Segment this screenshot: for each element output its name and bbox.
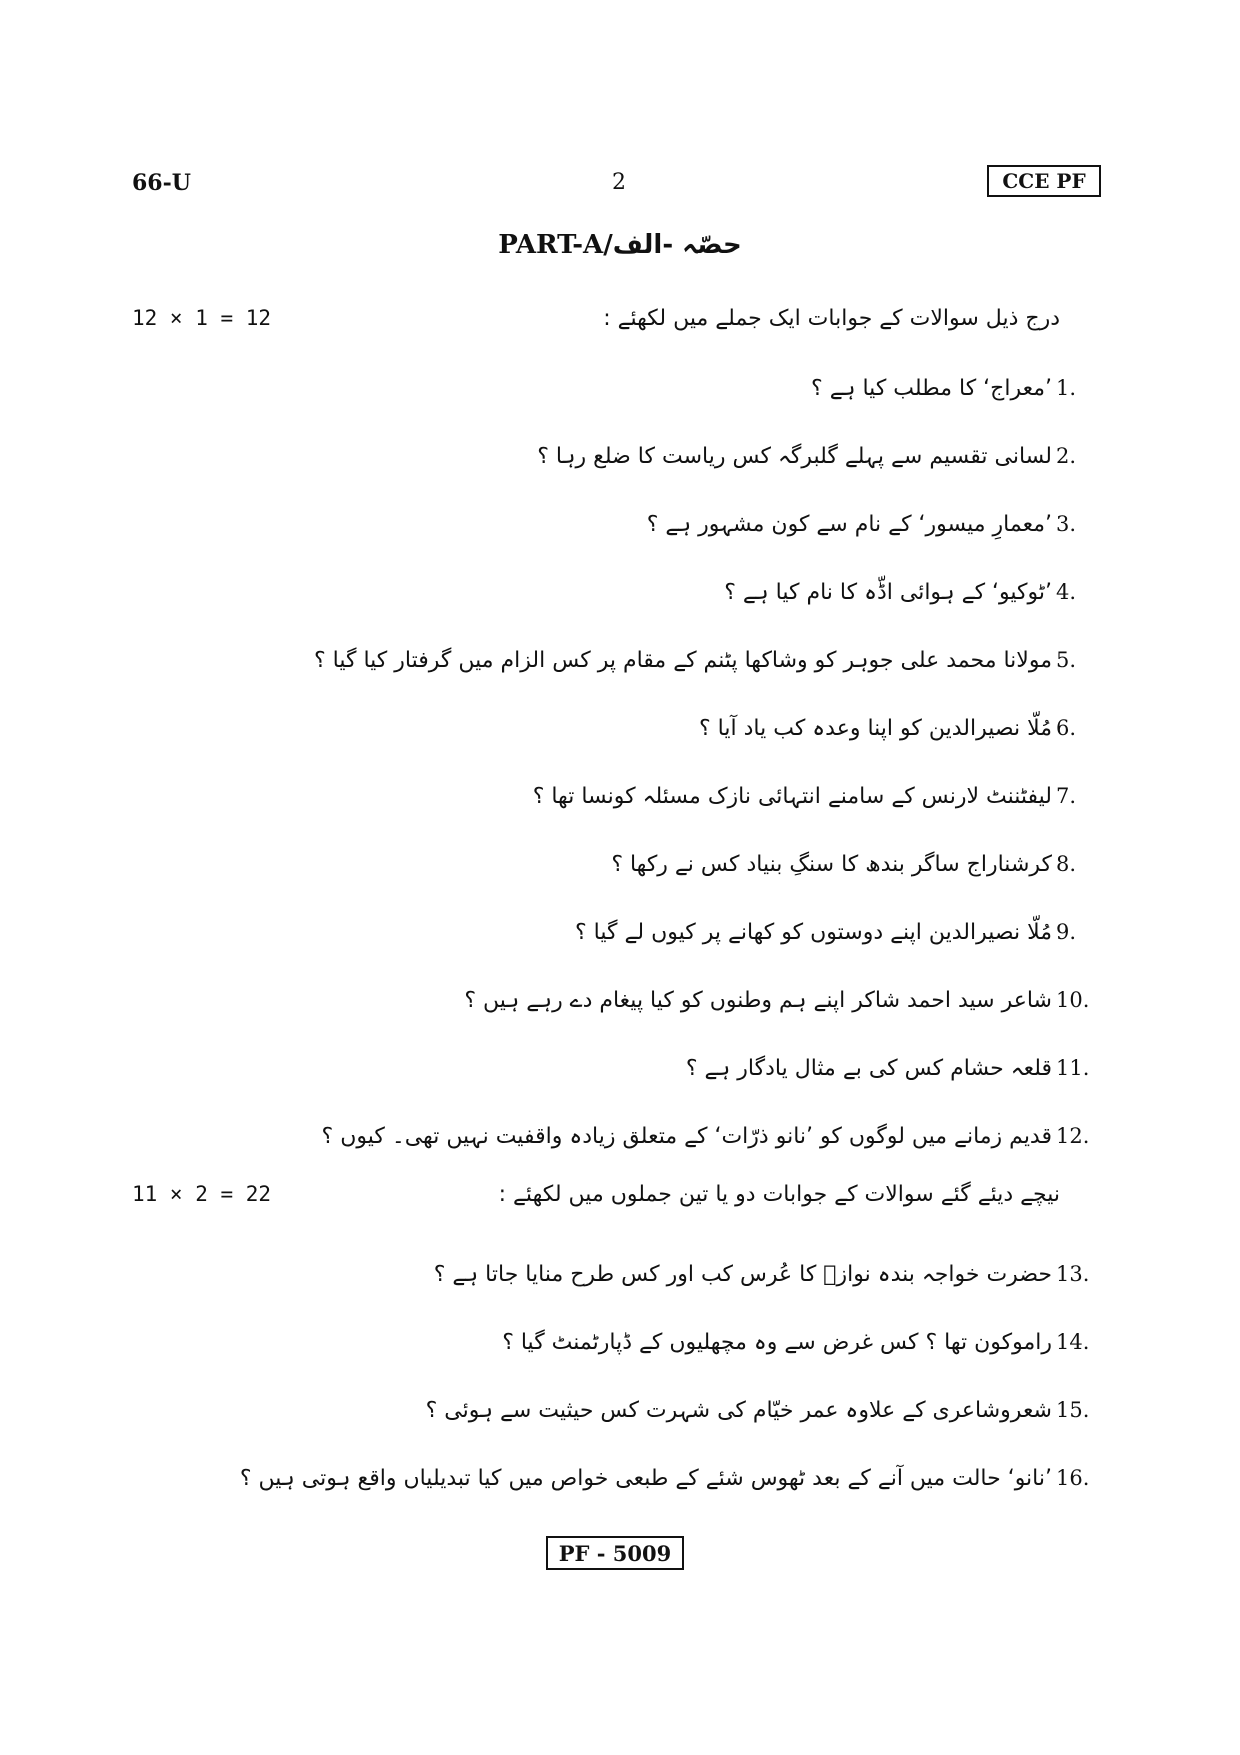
question-number: 6. [1056, 716, 1077, 740]
paper-code: 66-U [132, 170, 191, 196]
question-10 [464, 980, 1104, 1020]
question-number: 1. [1056, 376, 1077, 400]
question-text: قدیم زمانے میں لوگوں کو ’نانو ذرّات‘ کے متعلق زیادہ واقفیت نہیں تھی۔ کیوں ؟ [321, 1123, 1052, 1149]
question-text: شاعر سید احمد شاکر اپنے ہم وطنوں کو کیا پیغام دے رہے ہیں ؟ [464, 987, 1052, 1013]
question-text: مولانا محمد علی جوہر کو وشاکھا پٹنم کے مقام پر کس الزام میں گرفتار کیا گیا ؟ [313, 647, 1052, 673]
question-number: 3. [1056, 512, 1077, 536]
question-6 [699, 708, 1104, 748]
question-text: ’ٹوکیو‘ کے ہوائی اڈّہ کا نام کیا ہے ؟ [724, 579, 1052, 605]
question-number: 11. [1056, 1056, 1090, 1080]
question-number: 14. [1056, 1330, 1090, 1354]
question-14 [502, 1322, 1104, 1362]
question-11 [686, 1048, 1104, 1088]
cce-pf-box: CCE PF [987, 165, 1101, 197]
question-text: حضرت خواجہ بندہ نوازؒ کا عُرس کب اور کس طرح منایا جاتا ہے ؟ [433, 1261, 1052, 1287]
question-text: ’معمارِ میسور‘ کے نام سے کون مشہور ہے ؟ [646, 511, 1052, 537]
question-number: 8. [1056, 852, 1077, 876]
question-text: راموکون تھا ؟ کس غرض سے وہ مچھلیوں کے ڈپارٹمنٹ گیا ؟ [502, 1329, 1052, 1355]
question-number: 2. [1056, 444, 1077, 468]
question-text: کرشناراج ساگر بندھ کا سنگِ بنیاد کس نے رکھا ؟ [611, 851, 1052, 877]
section1-instruction: درج ذیل سوالات کے جوابات ایک جملے میں لکھئے : [603, 306, 1060, 331]
part-heading-ur: حصّہ -الف [612, 230, 742, 260]
section2-instruction: نیچے دیئے گئے سوالات کے جوابات دو یا تین جملوں میں لکھئے : [498, 1182, 1060, 1207]
question-number: 4. [1056, 580, 1077, 604]
question-9 [575, 912, 1104, 952]
question-number: 9. [1056, 920, 1077, 944]
question-7 [533, 776, 1104, 816]
part-heading-separator: / [603, 230, 613, 260]
question-8 [611, 844, 1104, 884]
question-text: لسانی تقسیم سے پہلے گلبرگہ کس ریاست کا ضلع رہا ؟ [537, 443, 1052, 469]
question-number: 13. [1056, 1262, 1090, 1286]
question-text: ’معراج‘ کا مطلب کیا ہے ؟ [811, 375, 1052, 401]
question-16 [240, 1458, 1104, 1498]
question-5 [314, 640, 1104, 680]
part-heading [0, 230, 1240, 260]
question-text: لیفٹننٹ لارنس کے سامنے انتہائی نازک مسئلہ کونسا تھا ؟ [532, 783, 1052, 809]
footer-code-box: PF - 5009 [546, 1536, 684, 1570]
question-number: 5. [1056, 648, 1077, 672]
question-number: 15. [1056, 1398, 1090, 1422]
question-text: قلعہ حشام کس کی بے مثال یادگار ہے ؟ [685, 1055, 1052, 1081]
question-text: ’نانو‘ حالت میں آنے کے بعد ٹھوس شئے کے طبعی خواص میں کیا تبدیلیاں واقع ہوتی ہیں ؟ [239, 1465, 1052, 1491]
question-number: 16. [1056, 1466, 1090, 1490]
question-4 [724, 572, 1104, 612]
question-number: 10. [1056, 988, 1090, 1012]
question-3 [647, 504, 1104, 544]
question-number: 7. [1056, 784, 1077, 808]
question-text: مُلّا نصیرالدین کو اپنا وعدہ کب یاد آیا ؟ [699, 715, 1052, 741]
part-heading-en: PART-A [498, 230, 604, 260]
question-1 [811, 368, 1104, 408]
question-13 [434, 1254, 1104, 1294]
question-15 [426, 1390, 1104, 1430]
page-number: 2 [612, 170, 626, 195]
question-text: شعروشاعری کے علاوہ عمر خیّام کی شہرت کس حیثیت سے ہوئی ؟ [425, 1397, 1052, 1423]
section1-marks: 12 × 1 = 12 [132, 306, 272, 330]
question-text: مُلّا نصیرالدین اپنے دوستوں کو کھانے پر کیوں لے گیا ؟ [575, 919, 1052, 945]
question-number: 12. [1056, 1124, 1090, 1148]
question-2 [537, 436, 1104, 476]
question-12 [322, 1116, 1104, 1156]
section2-marks: 11 × 2 = 22 [132, 1182, 272, 1206]
